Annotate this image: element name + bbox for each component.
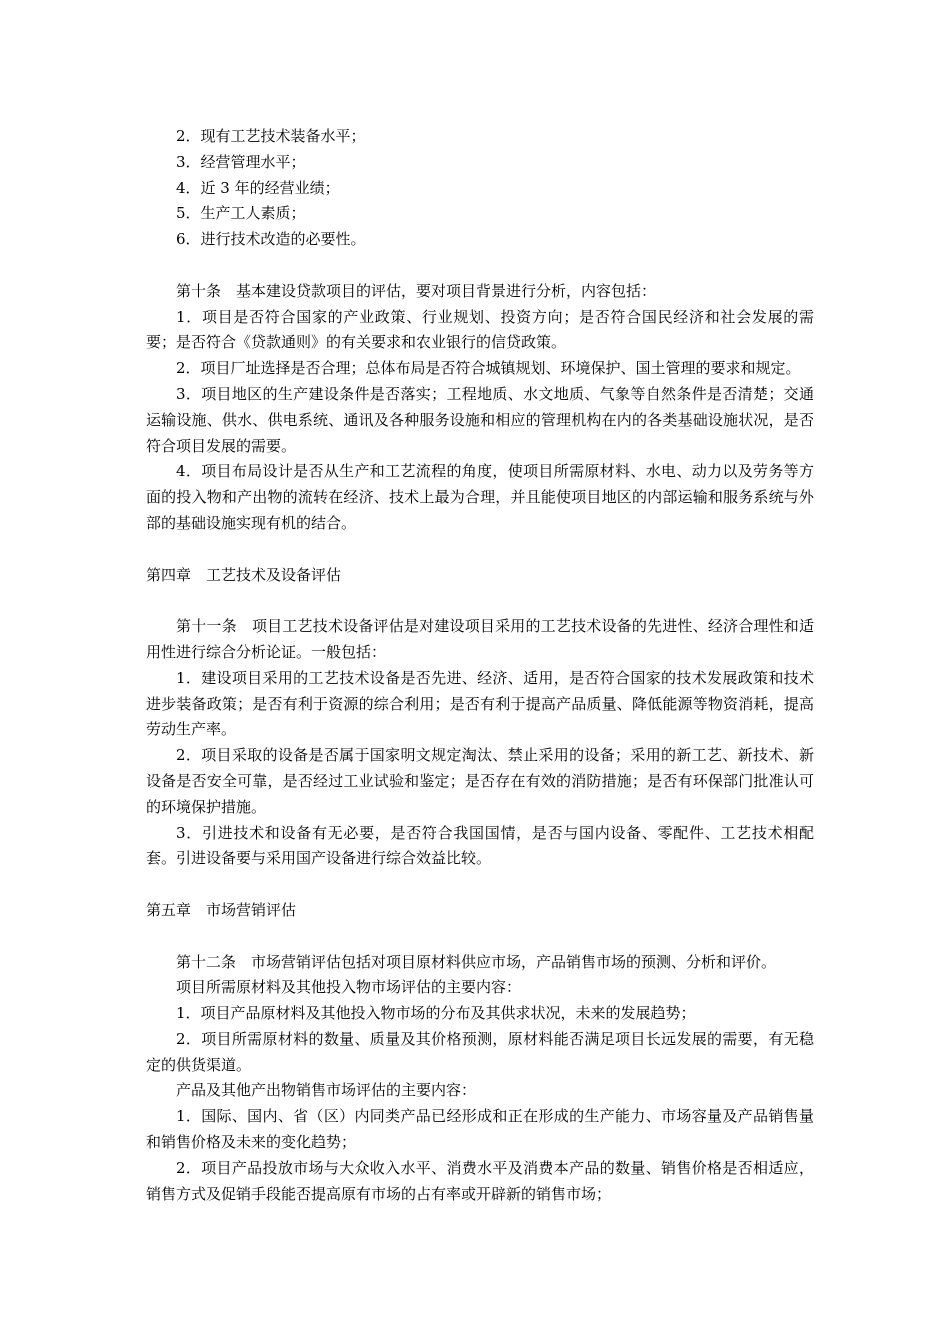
paragraph: 项目所需原材料及其他投入物市场评估的主要内容： [176, 978, 522, 997]
paragraph: 2．项目采取的设备是否属于国家明文规定淘汰、禁止采用的设备；采用的新工艺、新技术、新设备是否安全可靠，是否经过工业试验和鉴定；是否存在有效的消防措施；是否有环保部门批准认可的环境保护措施。 [146, 746, 814, 816]
blank-line [146, 588, 814, 614]
chapter-heading: 第四章 工艺技术及设备评估 [146, 565, 342, 584]
article-heading-paragraph: 第十二条 市场营销评估包括对项目原材料供应市场，产品销售市场的预测、分析和评价。 [176, 952, 777, 971]
chapter-heading: 第五章 市场营销评估 [146, 900, 297, 919]
paragraph: 4．项目布局设计是否从生产和工艺流程的角度，使项目所需原材料、水电、动力以及劳务等方面的投入物和产出物的流转在经济、技术上最为合理，并且能使项目地区的内部运输和服务系统与外部的基础设施实现有机的结合。 [146, 462, 814, 532]
paragraph: 2．项目所需原材料的数量、质量及其价格预测，原材料能否满足项目长远发展的需要，有无稳定的供货渠道。 [146, 1029, 814, 1074]
paragraph: 1．项目产品原材料及其他投入物市场的分布及其供求状况，未来的发展趋势； [176, 1004, 696, 1023]
paragraph: 1．建设项目采用的工艺技术设备是否先进、经济、适用，是否符合国家的技术发展政策和技术进步装备政策；是否有利于资源的综合利用；是否有利于提高产品质量、降低能源等物资消耗，提高劳动生产率。 [146, 668, 814, 739]
paragraph: 1．项目是否符合国家的产业政策、行业规划、投资方向；是否符合国民经济和社会发展的需要；是否符合《贷款通则》的有关要求和农业银行的信贷政策。 [146, 307, 814, 352]
paragraph: 6．进行技术改造的必要性。 [176, 230, 366, 249]
paragraph: 3．项目地区的生产建设条件是否落实；工程地质、水文地质、气象等自然条件是否清楚；交通运输设施、供水、供电系统、通讯及各种服务设施和相应的管理机构在内的各类基础设施状况，是否符合项目发展的需要。 [146, 384, 814, 455]
document-page [146, 124, 814, 1207]
paragraph: 3．引进技术和设备有无必要，是否符合我国国情，是否与国内设备、零配件、工艺技术相配套。引进设备要与采用国产设备进行综合效益比较。 [146, 823, 814, 868]
blank-line [146, 537, 814, 563]
article-heading-paragraph: 第十一条 项目工艺技术设备评估是对建设项目采用的工艺技术设备的先进性、经济合理性和适用性进行综合分析论证。一般包括： [146, 617, 814, 661]
paragraph: 2．现有工艺技术装备水平； [176, 127, 366, 145]
paragraph: 4．近 3 年的经营业绩； [176, 178, 340, 197]
paragraph: 5．生产工人素质； [176, 204, 306, 223]
blank-line [146, 924, 814, 950]
paragraph: 产品及其他产出物销售市场评估的主要内容： [176, 1081, 477, 1100]
article-heading-paragraph: 第十条 基本建设贷款项目的评估，要对项目背景进行分析，内容包括： [176, 281, 657, 300]
paragraph: 2．项目厂址选择是否合理；总体布局是否符合城镇规划、环境保护、国土管理的要求和规定。 [176, 359, 801, 378]
blank-line [146, 253, 814, 279]
paragraph: 1．国际、国内、省（区）内同类产品已经形成和正在形成的生产能力、市场容量及产品销售量和销售价格及未来的变化趋势； [146, 1107, 814, 1152]
blank-line [146, 872, 814, 898]
paragraph: 2．项目产品投放市场与大众收入水平、消费水平及消费本产品的数量、销售价格是否相适应，销售方式及促销手段能否提高原有市场的占有率或开辟新的销售市场； [146, 1158, 814, 1203]
paragraph: 3．经营管理水平； [176, 152, 306, 171]
